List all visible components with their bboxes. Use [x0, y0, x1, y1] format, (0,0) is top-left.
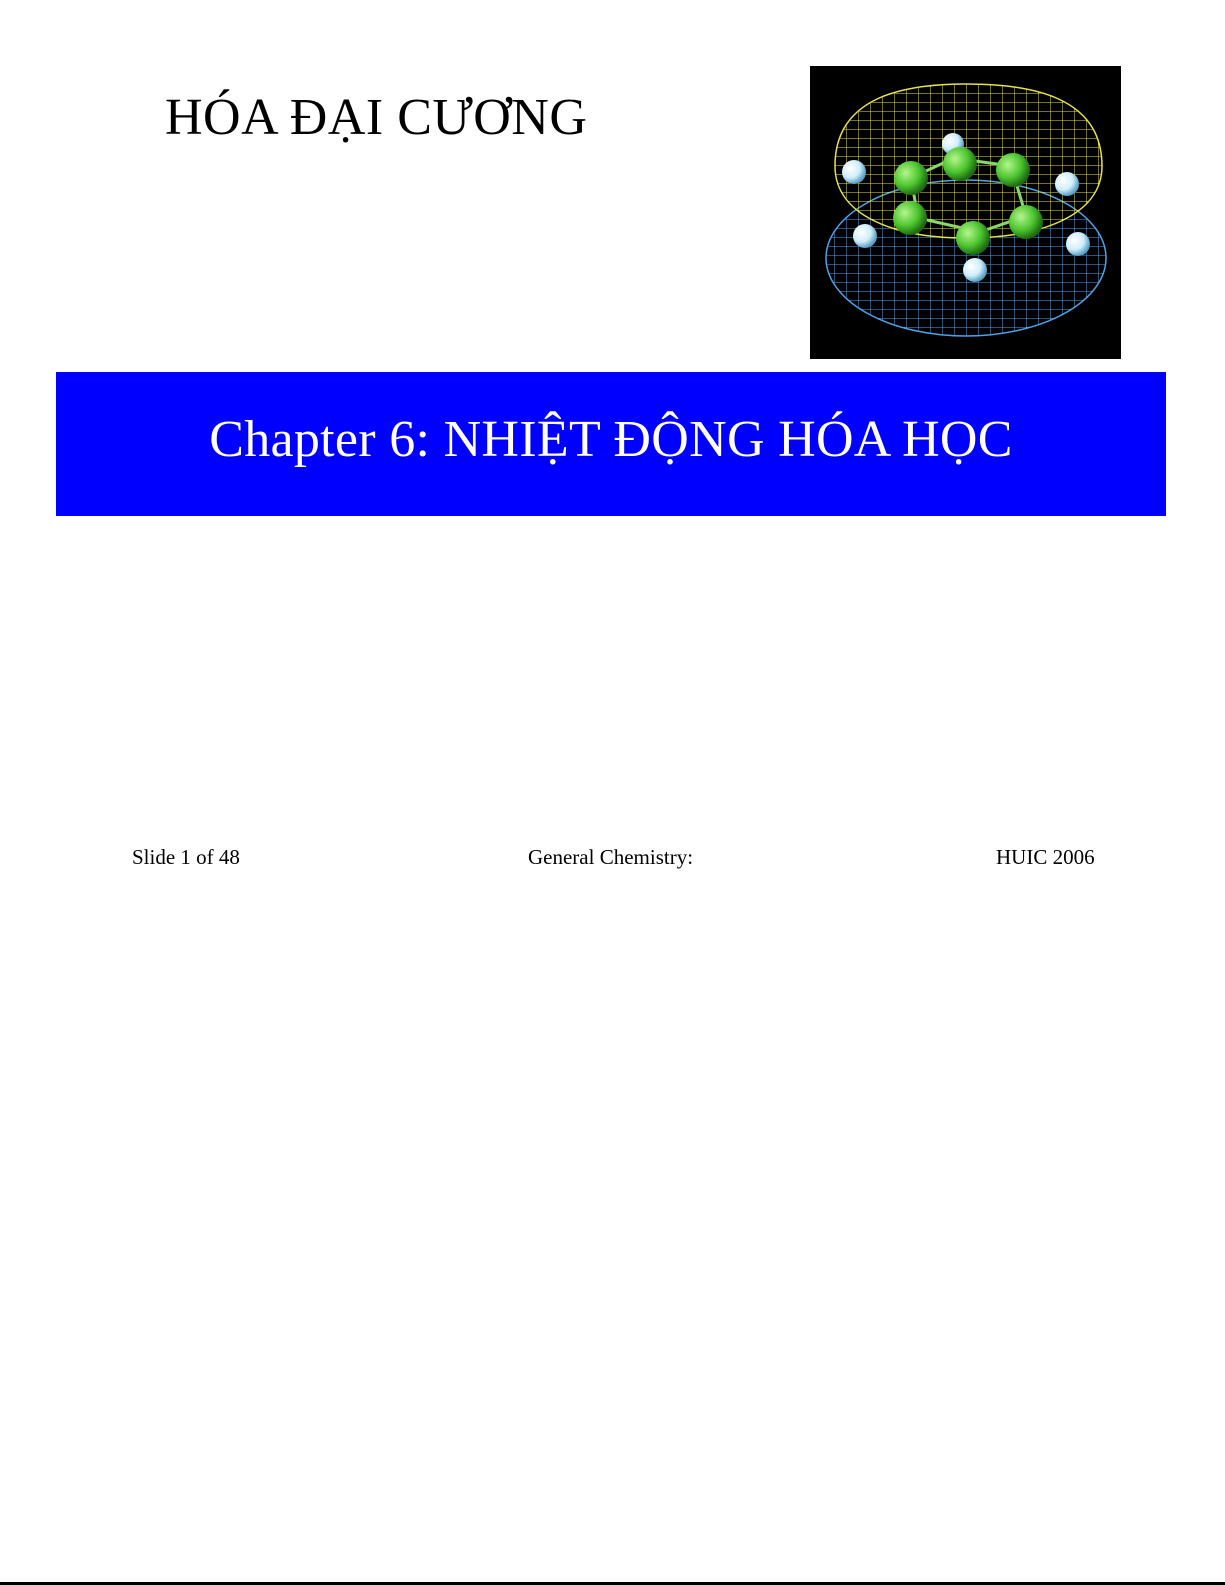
- carbon-atom: [1009, 205, 1043, 239]
- copyright: HUIC 2006: [996, 845, 1095, 869]
- molecule-image: [810, 66, 1121, 359]
- carbon-atom: [894, 161, 928, 195]
- chapter-title: Chapter 6: NHIỆT ĐỘNG HÓA HỌC: [209, 411, 1013, 468]
- carbon-atom: [893, 201, 927, 235]
- benzene-orbital-illustration: [810, 66, 1121, 359]
- hydrogen-atom: [853, 224, 877, 248]
- hydrogen-atom: [842, 160, 866, 184]
- carbon-atom: [996, 153, 1030, 187]
- footer-subject: General Chemistry:: [528, 845, 694, 869]
- hydrogen-atom: [963, 258, 987, 282]
- course-title: HÓA ĐẠI CƯƠNG: [165, 89, 588, 146]
- carbon-atom: [956, 221, 990, 255]
- chapter-banner: [56, 372, 1166, 516]
- slide-number: Slide 1 of 48: [132, 845, 240, 869]
- carbon-atom: [943, 147, 977, 181]
- hydrogen-atom: [1066, 232, 1090, 256]
- hydrogen-atom: [1055, 172, 1079, 196]
